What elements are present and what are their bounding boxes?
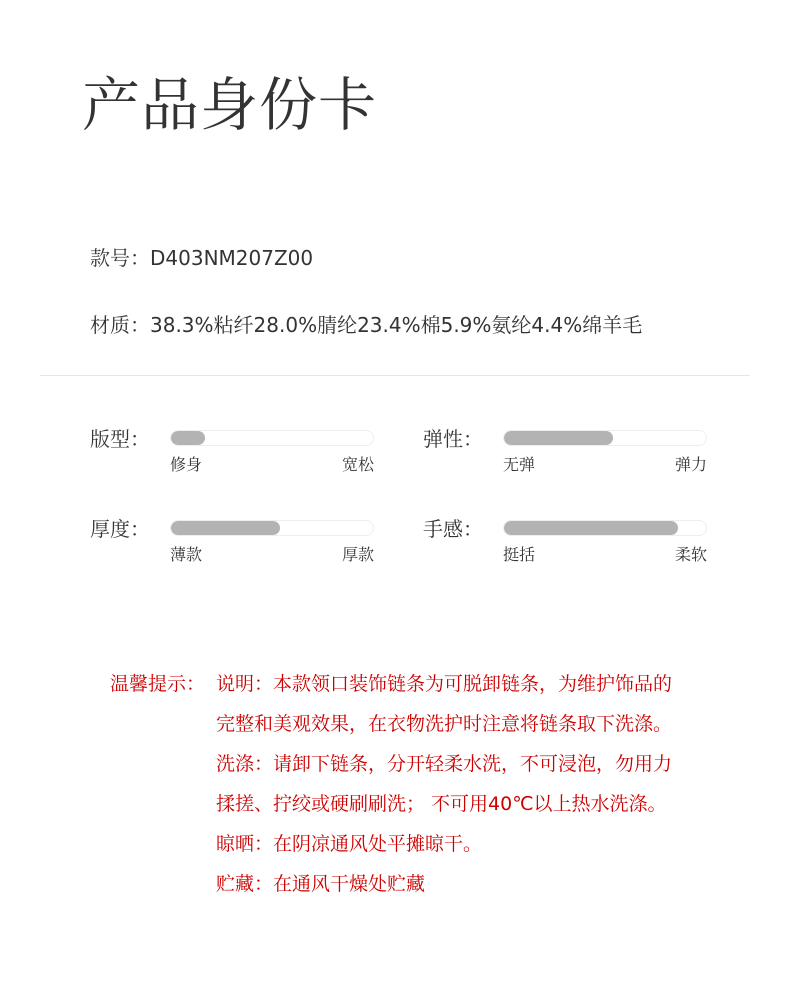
- scale-max-label: 弹力: [674, 455, 707, 474]
- style-number-row: [90, 245, 313, 271]
- attribute-label: 厚度：: [90, 517, 150, 541]
- material-label: 材质：: [90, 313, 150, 337]
- attribute-thickness: [90, 516, 380, 576]
- attribute-label: 手感：: [423, 517, 483, 541]
- attribute-fill: [171, 521, 280, 535]
- style-number-label: 款号：: [90, 246, 150, 270]
- scale-min-label: 修身: [170, 455, 203, 474]
- scale-min-label: 挺括: [503, 545, 536, 564]
- page-title: 产品身份卡: [82, 71, 378, 139]
- attribute-elasticity: [423, 426, 713, 486]
- scale-min-label: 无弹: [503, 455, 536, 474]
- note-paragraph-washing: 洗涤：请卸下链条，分开轻柔水洗，不可浸泡，勿用力揉搓、拧绞或硬刷刷洗； 不可用40℃以上热水洗涤。: [216, 753, 673, 815]
- note-paragraph-drying: 晾晒：在阴凉通风处平摊晾干。: [216, 833, 483, 855]
- scale-max-label: 柔软: [674, 545, 707, 564]
- attribute-track: [503, 520, 707, 536]
- attribute-fit: [90, 426, 380, 486]
- material-value: 38.3%粘纤28.0%腈纶23.4%棉5.9%氨纶4.4%绵羊毛: [150, 313, 643, 337]
- notes-body: [216, 664, 686, 904]
- style-number-value: D403NM207Z00: [150, 246, 314, 270]
- attribute-fill: [504, 521, 678, 535]
- attribute-hand-feel: [423, 516, 713, 576]
- divider: [40, 375, 750, 376]
- note-paragraph-description: 说明：本款领口装饰链条为可脱卸链条，为维护饰品的完整和美观效果，在衣物洗护时注意将链条取下洗涤。: [216, 673, 673, 735]
- attribute-track: [503, 430, 707, 446]
- attribute-label: 版型：: [90, 427, 150, 451]
- scale-max-label: 宽松: [341, 455, 374, 474]
- attribute-track: [170, 430, 374, 446]
- attribute-fill: [504, 431, 613, 445]
- note-paragraph-storage: 贮藏：在通风干燥处贮藏: [216, 873, 426, 895]
- attribute-track: [170, 520, 374, 536]
- scale-max-label: 厚款: [341, 545, 374, 564]
- notes-label: 温馨提示：: [110, 673, 206, 695]
- attribute-label: 弹性：: [423, 427, 483, 451]
- material-row: [90, 312, 642, 338]
- scale-min-label: 薄款: [170, 545, 203, 564]
- attribute-fill: [171, 431, 205, 445]
